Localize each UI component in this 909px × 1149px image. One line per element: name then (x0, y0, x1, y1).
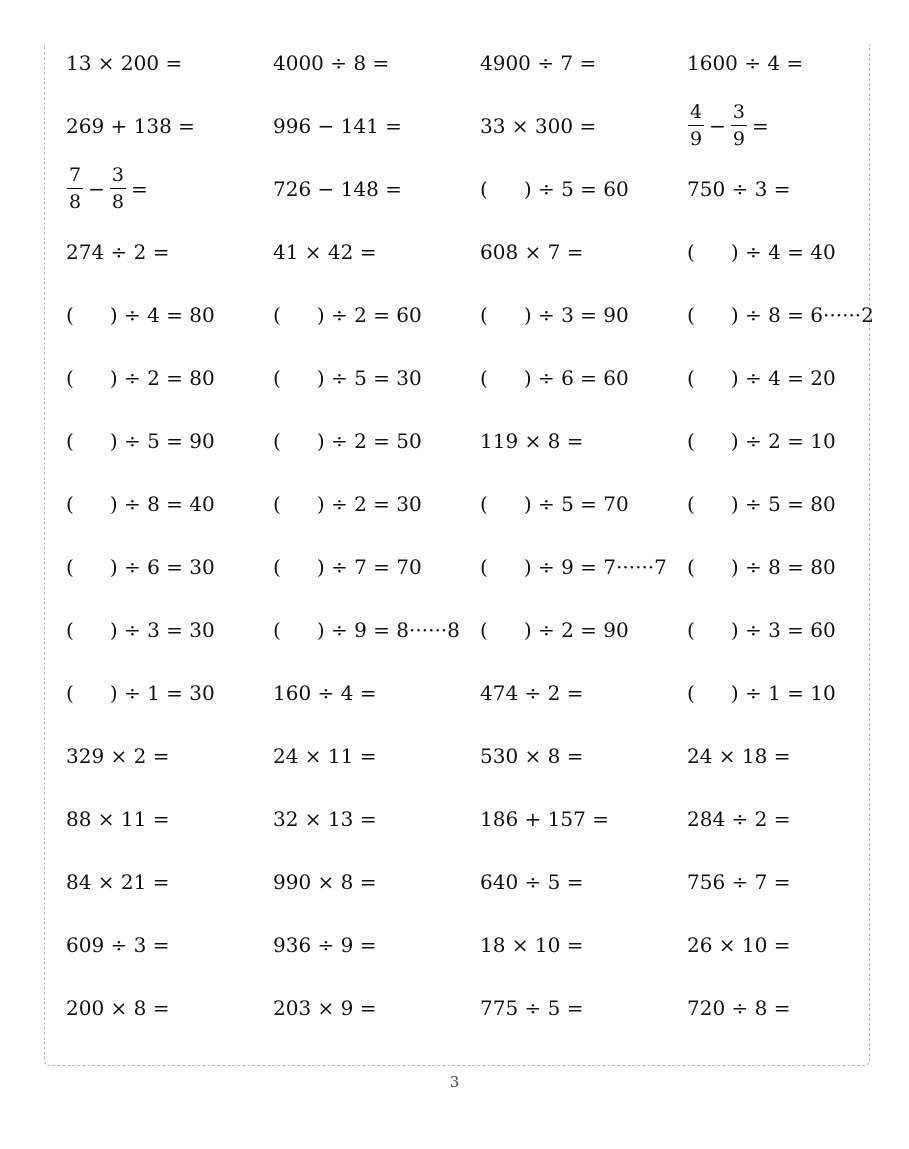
math-problem: ( ) ÷ 1 = 10 (687, 680, 836, 705)
math-problem: 640 ÷ 5 = (480, 869, 584, 894)
math-problem: 4000 ÷ 8 = (273, 50, 390, 75)
problem-row (66, 220, 886, 283)
problem-row (66, 94, 886, 157)
math-problem: 990 × 8 = (273, 869, 377, 894)
math-problem: 756 ÷ 7 = (687, 869, 791, 894)
math-problem: ( ) ÷ 3 = 30 (66, 617, 215, 642)
math-problem: ( ) ÷ 2 = 30 (273, 491, 422, 516)
math-problem: 13 × 200 = (66, 50, 183, 75)
problem-row (66, 283, 886, 346)
problem-row (66, 157, 886, 220)
math-problem: 4900 ÷ 7 = (480, 50, 597, 75)
math-problem: 26 × 10 = (687, 932, 791, 957)
math-problem: 474 ÷ 2 = (480, 680, 584, 705)
problem-row (66, 850, 886, 913)
problem-row (66, 31, 886, 94)
problem-row (66, 661, 886, 724)
math-problem: ( ) ÷ 8 = 6······2 (687, 302, 874, 327)
problem-row (66, 913, 886, 976)
problem-row (66, 976, 886, 1039)
problem-row (66, 535, 886, 598)
math-problem: ( ) ÷ 2 = 90 (480, 617, 629, 642)
math-problem: ( ) ÷ 5 = 60 (480, 176, 629, 201)
math-problem: 84 × 21 = (66, 869, 170, 894)
fraction: $\frac{3}{9}$ (732, 100, 745, 150)
math-problem: 530 × 8 = (480, 743, 584, 768)
math-problem: 274 ÷ 2 = (66, 239, 170, 264)
math-problem: 18 × 10 = (480, 932, 584, 957)
math-problem: ( ) ÷ 5 = 90 (66, 428, 215, 453)
math-problem: 88 × 11 = (66, 806, 170, 831)
math-problem: ( ) ÷ 2 = 10 (687, 428, 836, 453)
math-problem: 33 × 300 = (480, 113, 597, 138)
math-problem: ( ) ÷ 6 = 60 (480, 365, 629, 390)
math-problem: 996 − 141 = (273, 113, 402, 138)
math-problem: $\frac{4}{9}$ − $\frac{3}{9}$ = (690, 100, 769, 150)
math-problem: 936 ÷ 9 = (273, 932, 377, 957)
math-problem: ( ) ÷ 4 = 80 (66, 302, 215, 327)
math-problem: 24 × 18 = (687, 743, 791, 768)
math-problem: ( ) ÷ 4 = 40 (687, 239, 836, 264)
math-problem: 609 ÷ 3 = (66, 932, 170, 957)
arithmetic-problem-grid (66, 31, 886, 1039)
math-problem: ( ) ÷ 4 = 20 (687, 365, 836, 390)
math-problem: 720 ÷ 8 = (687, 995, 791, 1020)
page-number: 3 (449, 1073, 460, 1091)
problem-row (66, 472, 886, 535)
math-problem: $\frac{7}{8}$ − $\frac{3}{8}$ = (69, 163, 148, 213)
math-problem: 41 × 42 = (273, 239, 377, 264)
math-problem: ( ) ÷ 1 = 30 (66, 680, 215, 705)
problem-row (66, 346, 886, 409)
math-problem: 608 × 7 = (480, 239, 584, 264)
math-problem: ( ) ÷ 3 = 90 (480, 302, 629, 327)
math-problem: ( ) ÷ 5 = 30 (273, 365, 422, 390)
math-problem: 32 × 13 = (273, 806, 377, 831)
math-problem: 160 ÷ 4 = (273, 680, 377, 705)
fraction: $\frac{4}{9}$ (690, 100, 703, 150)
math-problem: 186 + 157 = (480, 806, 609, 831)
math-problem: ( ) ÷ 2 = 60 (273, 302, 422, 327)
math-problem: 1600 ÷ 4 = (687, 50, 804, 75)
math-problem: ( ) ÷ 9 = 8······8 (273, 617, 460, 642)
fraction: $\frac{7}{8}$ (69, 163, 82, 213)
math-problem: 200 × 8 = (66, 995, 170, 1020)
math-problem: ( ) ÷ 5 = 80 (687, 491, 836, 516)
math-problem: ( ) ÷ 9 = 7······7 (480, 554, 667, 579)
math-problem: 269 + 138 = (66, 113, 195, 138)
math-problem: ( ) ÷ 7 = 70 (273, 554, 422, 579)
math-problem: ( ) ÷ 6 = 30 (66, 554, 215, 579)
math-problem: 750 ÷ 3 = (687, 176, 791, 201)
math-problem: 203 × 9 = (273, 995, 377, 1020)
math-problem: 329 × 2 = (66, 743, 170, 768)
math-problem: 726 − 148 = (273, 176, 402, 201)
problem-row (66, 787, 886, 850)
math-problem: ( ) ÷ 2 = 80 (66, 365, 215, 390)
math-problem: 24 × 11 = (273, 743, 377, 768)
fraction: $\frac{3}{8}$ (111, 163, 124, 213)
math-problem: 284 ÷ 2 = (687, 806, 791, 831)
math-problem: ( ) ÷ 8 = 40 (66, 491, 215, 516)
math-problem: ( ) ÷ 2 = 50 (273, 428, 422, 453)
problem-row (66, 598, 886, 661)
math-problem: ( ) ÷ 5 = 70 (480, 491, 629, 516)
math-problem: ( ) ÷ 3 = 60 (687, 617, 836, 642)
problem-row (66, 409, 886, 472)
math-problem: 119 × 8 = (480, 428, 584, 453)
problem-row (66, 724, 886, 787)
math-problem: ( ) ÷ 8 = 80 (687, 554, 836, 579)
math-problem: 775 ÷ 5 = (480, 995, 584, 1020)
